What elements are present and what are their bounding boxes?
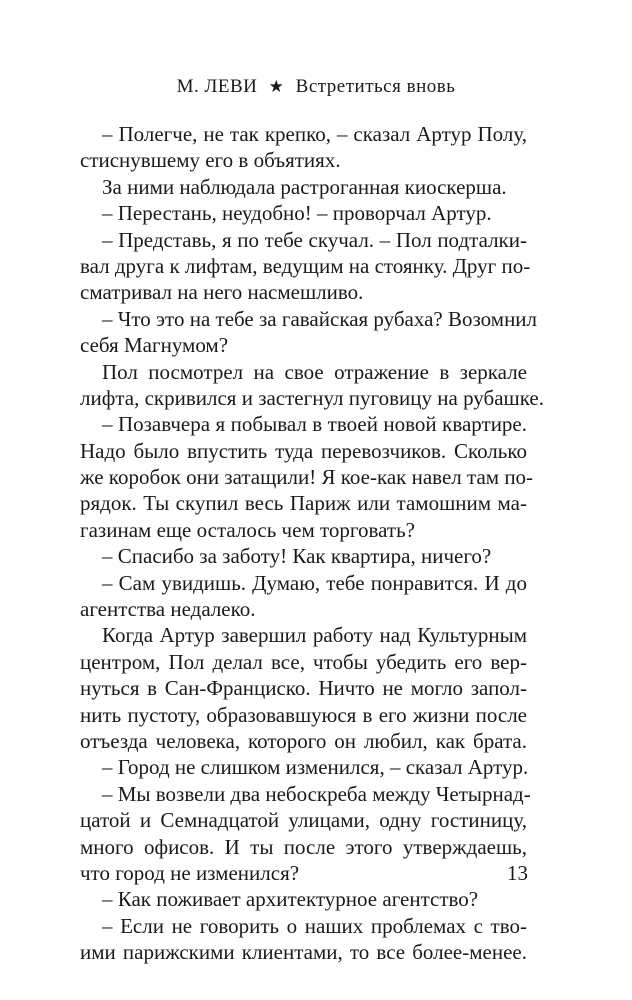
text-line: За ними наблюдала растроганная киоскерша.: [102, 174, 507, 199]
text-line: – Перестань, неудобно! – проворчал Артур.: [102, 201, 492, 226]
text-line: ими парижскими клиентами, то все более-менее.: [80, 940, 527, 965]
text-line: Надо было впустить туда перевозчиков. Сколько: [80, 438, 527, 463]
header-author: М. ЛЕВИ: [176, 76, 258, 97]
text-line: центром, Пол делал все, чтобы убедить его вер-: [80, 649, 527, 674]
text-line: себя Магнумом?: [80, 333, 229, 358]
text-line: нуться в Сан-Франциско. Ничто не могло запол-: [80, 676, 527, 701]
text-line: – Мы возвели два небоскреба между Четырнад-: [102, 781, 531, 806]
text-line: – Представь, я по тебе скучал. – Пол подталки-: [102, 227, 527, 252]
text-line: агентства недалеко.: [80, 597, 256, 622]
text-line: лифта, скривился и застегнул пуговицу на рубашке.: [80, 385, 544, 410]
header-title: Встретиться вновь: [295, 76, 456, 97]
text-line: Пол посмотрел на свое отражение в зеркале: [102, 359, 527, 384]
text-line: – Полегче, не так крепко, – сказал Артур Полу,: [102, 122, 527, 146]
text-line: – Сам увидишь. Думаю, тебе понравится. И до: [102, 570, 527, 595]
text-line: вал друга к лифтам, ведущим на стоянку. Друг по-: [80, 253, 531, 278]
text-line: стиснувшему его в объятиях.: [80, 148, 341, 173]
text-line: цатой и Семнадцатой улицами, одну гостиницу,: [80, 808, 527, 833]
text-line: – Позавчера я побывал в твоей новой квартире.: [102, 412, 527, 437]
text-line: же коробок они затащили! Я кое-как навел там по-: [80, 465, 534, 490]
text-line: что город не изменился?: [80, 860, 300, 885]
text-line: – Город не слишком изменился, – сказал Артур.: [102, 755, 529, 780]
text-line: – Что это на тебе за гавайская рубаха? Возомнил: [102, 306, 538, 331]
text-line: много офисов. И ты после этого утверждаешь,: [80, 834, 527, 859]
page-number: 13: [507, 861, 528, 885]
body-text: [80, 121, 544, 966]
text-line: – Спасибо за заботу! Как квартира, ничего?: [102, 544, 492, 569]
text-line: – Если не говорить о наших проблемах с тво-: [102, 913, 527, 938]
star-separator-icon: ★: [268, 77, 285, 96]
text-line: Когда Артур завершил работу над Культурным: [102, 623, 527, 648]
text-line: нить пустоту, образовавшуюся в его жизни после: [80, 702, 527, 727]
text-line: рядок. Ты скупил весь Париж или тамошним ма-: [80, 491, 527, 516]
text-line: газинам еще осталось чем торговать?: [80, 517, 415, 542]
running-header: [0, 76, 632, 98]
text-line: сматривал на него насмешливо.: [80, 280, 364, 305]
text-line: отъезда человека, которого он любил, как брата.: [80, 728, 527, 753]
text-line: – Как поживает архитектурное агентство?: [102, 887, 479, 912]
